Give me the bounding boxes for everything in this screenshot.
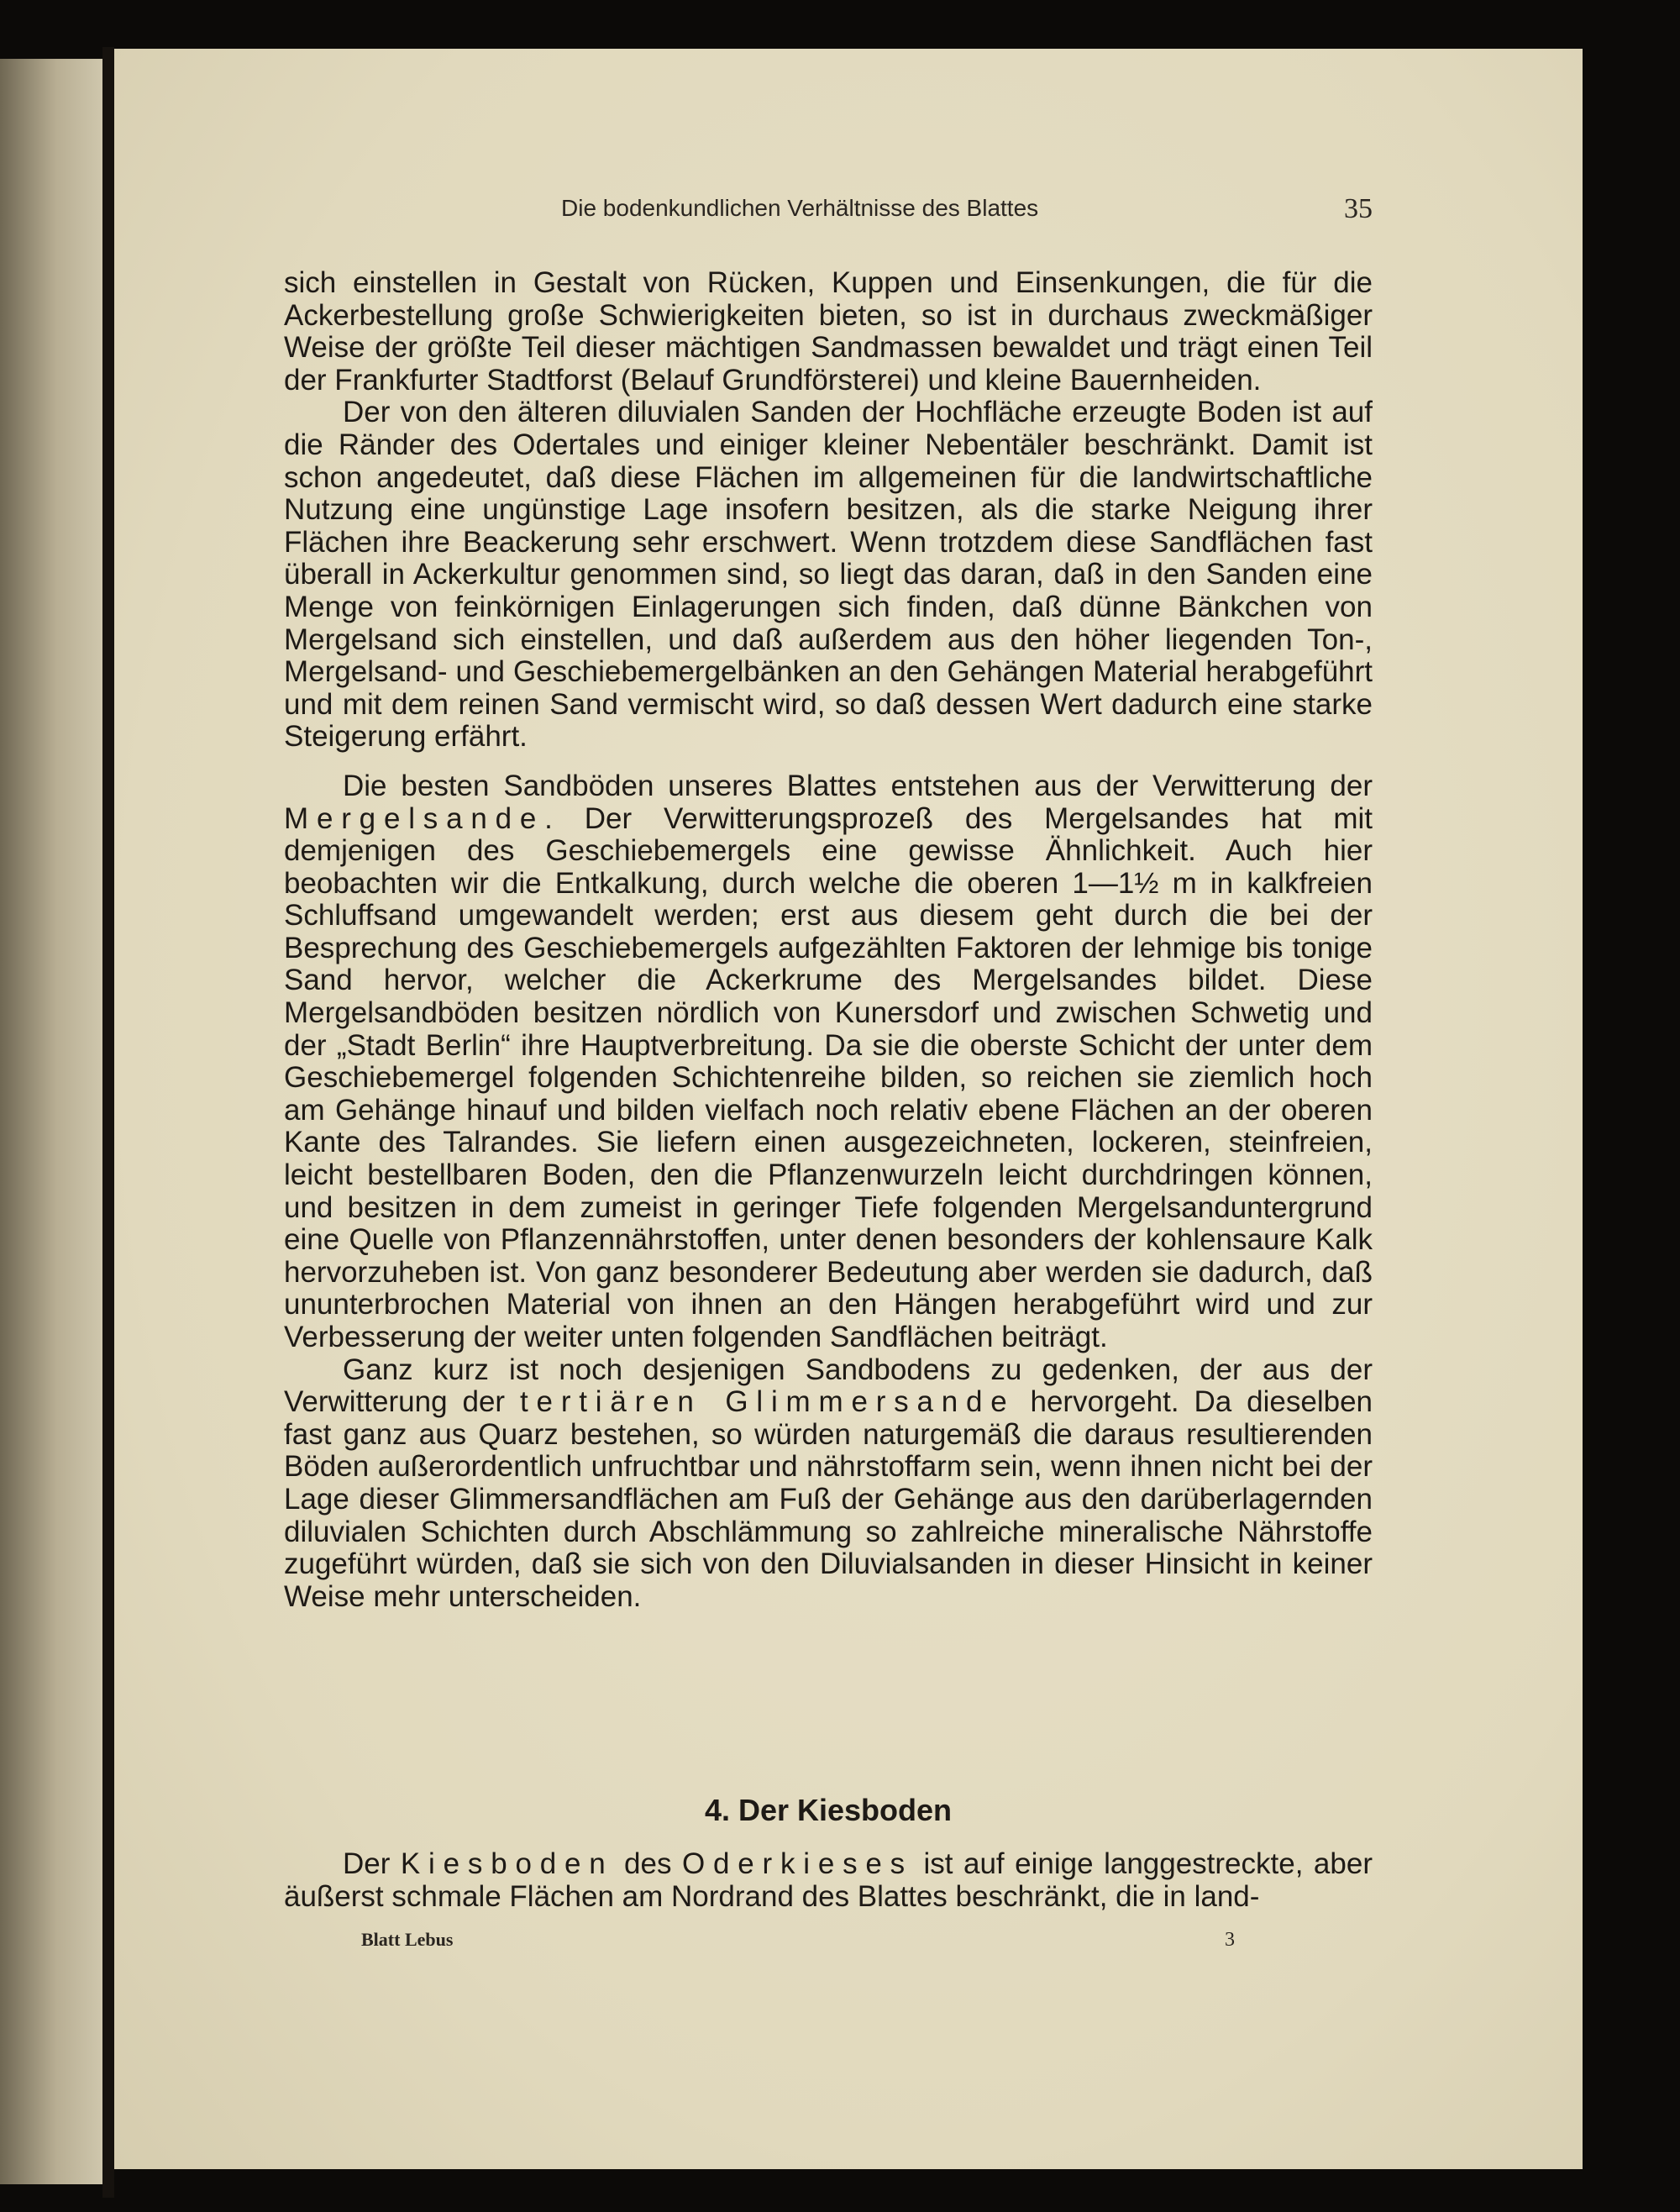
paragraph	[284, 770, 1373, 1354]
paragraph	[284, 267, 1373, 397]
book-binding	[102, 47, 114, 2198]
body-text	[284, 267, 1373, 1613]
page-footer	[361, 1929, 1235, 1954]
paragraph	[284, 397, 1373, 754]
section-body	[284, 1848, 1373, 1913]
section-paragraph	[284, 1848, 1373, 1913]
spaced-term: tertiären Glimmersande	[520, 1385, 1016, 1419]
sheet-number: 3	[1225, 1929, 1235, 1951]
text-run: Die besten Sandböden unseres Blattes entstehen aus der Verwitterung der	[343, 769, 1373, 802]
text-run: sich einstellen in Gestalt von Rücken, Kuppen und Einsenkungen, die für die Ackerbestellung große Schwierigkeiten bieten, so ist in durchaus zweckmäßiger Weise der größte Teil dieser mächtigen Sandmassen bewaldet und trägt einen Teil der Frankfurter Stadtforst (Belauf Grundförsterei) und kleine Bauernheiden.	[284, 266, 1373, 397]
spaced-term: Kiesboden	[400, 1847, 614, 1880]
facing-page-edge	[0, 59, 102, 2184]
section-heading: 4. Der Kiesboden	[704, 1793, 953, 1827]
text-run: . Der Verwitterungsprozeß des Mergelsandes hat mit demjenigen des Geschiebemergels eine gewisse Ähnlichkeit. Auch hier beobachten wir die Entkalkung, durch welche die oberen 1—1½ m in kalkfreien Schluffsand umgewandelt werden; erst aus diesem geht durch die bei der Besprechung des Geschiebemergels aufgezählten Faktoren der lehmige bis tonige Sand hervor, welcher die Ackerkrume des Mergelsandes bildet. Diese Mergelsandböden besitzen nördlich von Kunersdorf und zwischen Schwetig und der „Stadt Berlin“ ihre Hauptverbreitung. Da sie die oberste Schicht der unter dem Geschiebemergel folgenden Schichtenreihe bilden, so reichen sie ziemlich hoch am Gehänge hinauf und bilden vielfach noch relativ ebene Flächen an der oberen Kante des Talrandes. Sie liefern einen ausgezeichneten, lockeren, steinfreien, leicht bestellbaren Boden, den die Pflanzenwurzeln leicht durchdringen können, und besitzen in dem zumeist in geringer Tiefe folgenden Mergelsanduntergrund eine Quelle von Pflanzennährstoffen, unter denen besonders der kohlensaure Kalk hervorzuheben ist. Von ganz besonderer Bedeutung aber werden sie dadurch, daß ununterbrochen Material von ihnen an den Hängen herabgeführt wird und zur Verbesserung der weiter unten folgenden Sandflächen beiträgt.	[284, 801, 1373, 1353]
paragraph	[284, 1354, 1373, 1614]
page-number: 35	[1344, 193, 1373, 224]
running-title: Die bodenkundlichen Verhältnisse des Blattes	[561, 195, 1039, 221]
spaced-term: Oderkieses	[681, 1847, 913, 1880]
text-run: hervorgeht. Da dieselben fast ganz aus Quarz bestehen, so würden naturgemäß die daraus resultierenden Böden außerordentlich unfruchtbar und nährstoffarm sein, wenn ihnen nicht bei der Lage dieser Glimmersandflächen am Fuß der Gehänge aus den darüberlagernden diluvialen Schichten durch Abschlämmung so zahlreiche mineralische Nährstoffe zugeführt würden, daß sie sich von den Diluvialsanden in dieser Hinsicht in keiner Weise mehr unterscheiden.	[284, 1385, 1373, 1613]
signature-mark: Blatt Lebus	[361, 1929, 454, 1950]
text-run: Der von den älteren diluvialen Sanden der Hochfläche erzeugte Boden ist auf die Ränder des Odertales und einiger kleiner Nebentäler beschränkt. Damit ist schon angedeutet, daß diese Flächen im allgemeinen für die landwirtschaftliche Nutzung eine ungünstige Lage insofern besitzen, als die starke Neigung ihrer Flächen ihre Beackerung sehr erschwert. Wenn trotzdem diese Sandflächen fast überall in Ackerkultur genommen sind, so liegt das daran, daß in den Sanden eine Menge von feinkörnigen Einlagerungen sich finden, daß dünne Bänkchen von Mergelsand sich einstellen, und daß außerdem aus den höher liegenden Ton-, Mergelsand- und Geschiebemergelbänken an den Gehängen Material herabgeführt und mit dem reinen Sand vermischt wird, so daß dessen Wert dadurch eine starke Steigerung erfährt.	[284, 396, 1373, 754]
running-header	[284, 192, 1373, 230]
text-run: des	[613, 1847, 682, 1880]
spaced-term: Mergelsande	[284, 801, 545, 835]
text-run: Der	[343, 1847, 401, 1880]
text-run: Ganz kurz ist noch desjenigen Sandbodens zu gedenken, der aus der Verwitterung der	[284, 1353, 1373, 1419]
text-run: ist auf einige langgestreckte, aber äußerst schmale Flächen am Nordrand des Blattes beschränkt, die in land-	[284, 1847, 1373, 1913]
